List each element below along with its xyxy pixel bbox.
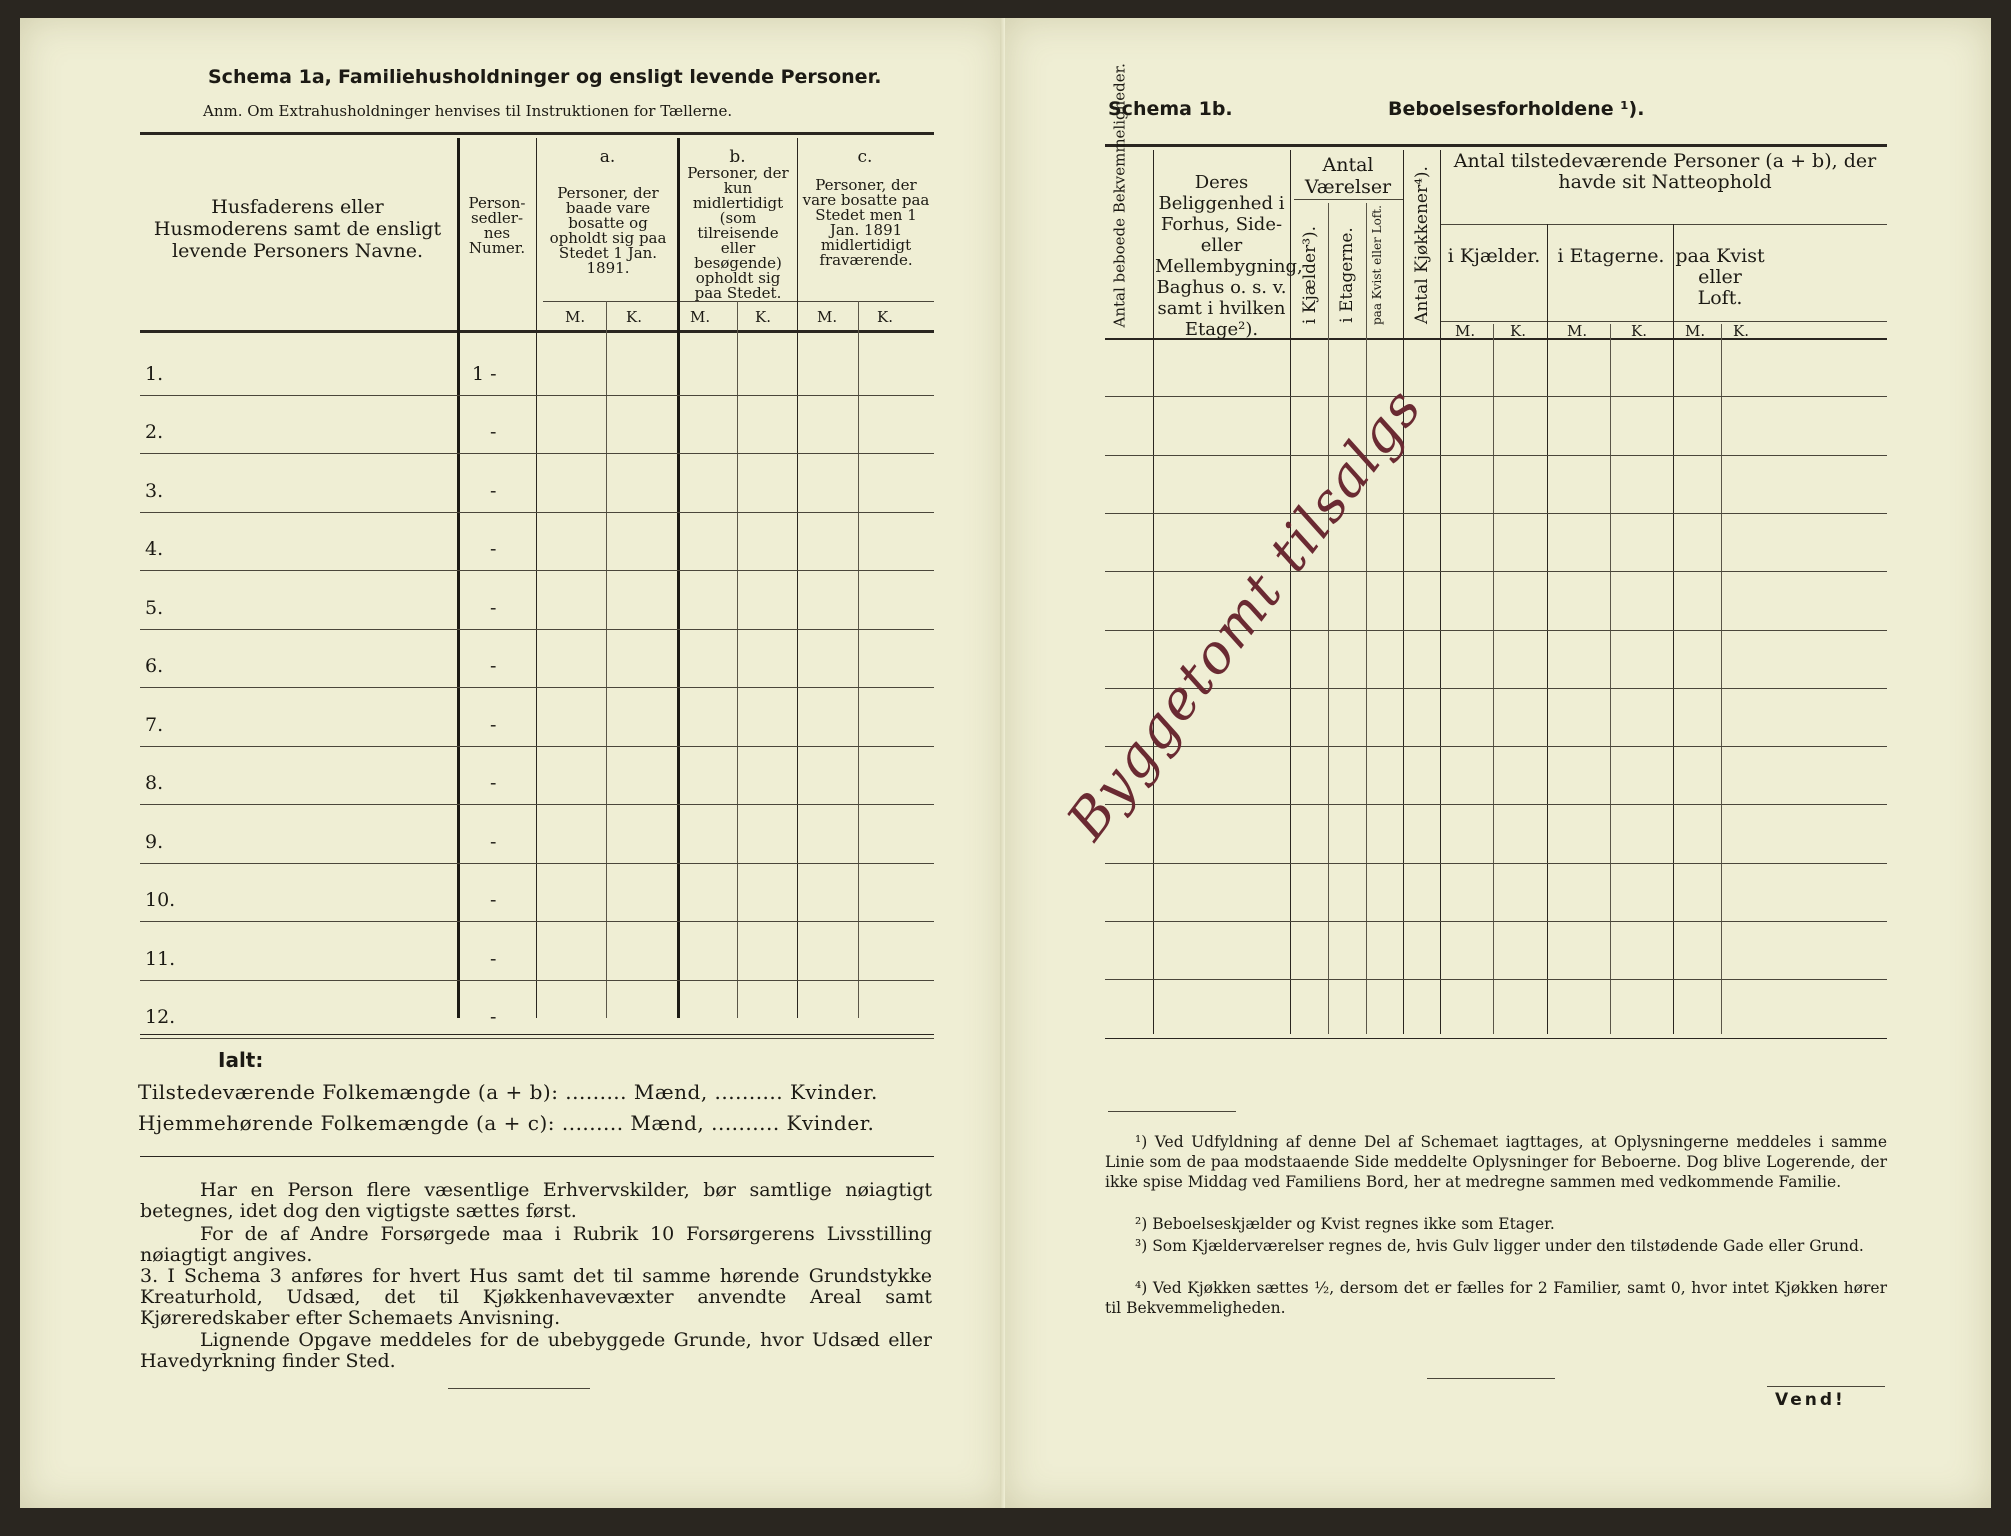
r-kjaelder-k: K. [1510,322,1526,340]
r-tilstede-rule [1440,224,1887,225]
col-b-letter: b. [729,147,746,167]
r-col-divider-4 [1366,203,1367,1034]
r-col-beliggenhed: Deres Beliggenhed i Forhus, Side- eller Mellembygning, Baghus o. s. v. samt i hvilken Etage²). [1155,172,1303,340]
r-col-divider-1 [1153,150,1154,1034]
r-sub-kjaelder: i Kjælder. [1447,245,1541,267]
right-page [1005,18,1991,1508]
vend-label: Vend! [1775,1390,1846,1410]
row-rule [140,804,934,805]
col-c-k: K. [877,308,893,326]
r-col-divider-11 [1721,324,1722,1034]
r-col-divider-3 [1328,203,1329,1034]
r-col-tilstede: Antal tilstedeværende Personer (a + b), der havde sit Natteophold [1453,150,1877,193]
row-rule [140,863,934,864]
row-number: 2. [145,421,164,443]
row-person-num: - [490,889,497,911]
row-person-num: 1 - [472,362,497,385]
col-divider-c-mk [858,301,859,1018]
r-kjaelder-m: M. [1455,322,1476,340]
r-mk-rule [1440,321,1887,322]
row-rule [140,512,934,513]
instruction-para-3: 3. I Schema 3 anføres for hvert Hus samt det til samme hørende Grundstykke Kreaturhold, Udsæd, det til Kjøkkenhavevæxter anvendte Areal samt Kjøreredskaber efter Schemaets Anvisning. [140,1265,932,1329]
row-person-num: - [490,830,497,853]
r-row-rule [1105,455,1887,456]
r-row-rule [1105,921,1887,922]
r-antal-vaer-rule [1294,199,1404,200]
row-rule [140,629,934,630]
col-divider-b [797,138,798,1018]
schema-1a-title: Familiehusholdninger og ensligt levende Personer. [338,66,882,88]
col-a-m: M. [565,308,586,326]
instruction-para-2: For de af Andre Forsørgede maa i Rubrik 10 Forsørgerens Livsstilling nøiagtigt angives. [140,1223,932,1266]
r-col-divider-7 [1493,324,1494,1034]
col-divider-a-mk [606,301,607,1018]
instruction-para-4: Lignende Opgave meddeles for de ubebyggede Grunde, hvor Udsæd eller Havedyrkning finder Sted. [140,1329,932,1372]
footnote-2: ²) Beboelseskjælder og Kvist regnes ikke som Etager. [1135,1215,1555,1233]
row-person-num: - [490,947,497,970]
r-row-rule [1105,979,1887,980]
row-number: 7. [145,713,164,736]
row-person-num: - [490,538,497,560]
footnote-4: ⁴) Ved Kjøkken sættes ½, dersom det er fælles for 2 Familier, samt 0, hvor intet Kjøkken hører til Bekvemmeligheden. [1105,1279,1887,1317]
row-person-num: - [490,655,497,677]
tilstede-line: Tilstedeværende Folkemængde (a + b): ......... Mænd, .......... Kvinder. [138,1080,878,1104]
r-etagerne-m: M. [1567,322,1588,340]
col-a-k: K. [626,308,642,326]
r-kvist-m: M. [1685,322,1706,340]
row-number: 9. [145,830,164,853]
row-rule [140,453,934,454]
anm-note: Anm. Om Extrahusholdninger henvises til Instruktionen for Tællerne. [203,102,733,120]
r-etagerne-k: K. [1631,322,1647,340]
row-number: 10. [145,889,176,911]
handwritten-annotation: Byggetomt tilsalgs [1054,376,1435,851]
r-row-rule [1105,571,1887,572]
schema-1a-label: Schema 1a, [208,66,332,88]
r-col-kjokkener: Antal Kjøkkener⁴). [1412,166,1432,324]
row-number: 1. [145,362,164,385]
row-number: 3. [145,479,164,502]
row-number: 6. [145,655,164,677]
instruction-para-1: Har en Person flere væsentlige Erhvervskilder, bør samtlige nøiagtigt betegnes, idet dog den vigtigste sættes først. [140,1179,932,1222]
row-number: 11. [145,947,176,970]
row-person-num: - [490,479,497,502]
header-bottom-rule [140,330,934,333]
col-c-letter: c. [857,147,873,167]
left-page [20,18,1005,1508]
r-col-divider-5 [1403,150,1404,1034]
col-a-letter: a. [599,147,616,167]
schema-1b-label: Schema 1b. [1108,98,1233,120]
row-person-num: - [490,596,497,619]
r-sub-kvist: paa Kvist eller Loft. [1675,245,1765,309]
col-divider-b-mk [737,301,738,1018]
row-rule [140,1038,934,1039]
col-divider-names [457,138,460,1018]
col-b-m: M. [690,308,711,326]
row-rule [140,980,934,981]
col-c-m: M. [817,308,838,326]
r-col-divider-6 [1440,150,1441,1034]
r-col-kjaelder: i Kjælder³). [1300,225,1320,325]
r-row-rule [1105,804,1887,805]
row-person-num: - [490,772,497,794]
row-rule [140,746,934,747]
row-number: 4. [145,538,164,560]
ialt-label: Ialt: [218,1048,264,1072]
row-person-num: - [490,713,497,736]
col-b-k: K. [755,308,771,326]
col-header-names: Husfaderens eller Husmoderens samt de ensligt levende Personers Navne. [153,196,442,262]
col-b-header: Personer, der kun midlertidigt (som tilreisende eller besøgende) opholdt sig paa Stedet. [687,164,789,302]
r-header-top-rule [1105,144,1887,147]
summary-rule [140,1156,934,1157]
r-col-kvist: paa Kvist eller Loft. [1370,205,1384,325]
row-rule [140,570,934,571]
row-rule [140,395,934,396]
header-top-rule [140,132,934,135]
schema-1b-title: Beboelsesforholdene ¹). [1388,98,1645,120]
row-person-num: - [490,421,497,443]
r-row-rule [1105,863,1887,864]
col-header-person-num: Person-sedler-nes Numer. [468,194,526,257]
r-sub-etagerne: i Etagerne. [1557,245,1665,267]
row-person-num: - [490,1006,497,1028]
footnote-1: ¹) Ved Udfyldning af denne Del af Schemaet iagttages, at Oplysningerne meddeles i samme Linie som de paa modstaaende Side meddelte Oplysninger for Beboerne. Dog blive Logerende, der ikke spise Middag ved Familiens Bord, her at medregne sammen med vedkommende Familie. [1105,1133,1887,1191]
hjemme-line: Hjemmehørende Folkemængde (a + c): ......... Mænd, .......... Kvinder. [138,1111,875,1135]
end-rule [448,1388,590,1389]
r-end-rule [1427,1378,1555,1379]
row-number: 5. [145,596,164,619]
r-kvist-k: K. [1733,322,1749,340]
r-footnote-rule [1108,1111,1236,1112]
row-rule [140,921,934,922]
r-table-bottom-rule [1105,1038,1887,1039]
table-bottom-rule [140,1034,934,1035]
vend-rule [1767,1386,1885,1387]
r-col-etagerne: i Etagerne. [1337,227,1357,323]
r-row-rule [1105,396,1887,397]
row-number: 12. [145,1006,176,1028]
footnote-3: ³) Som Kjælderværelser regnes de, hvis Gulv ligger under den tilstødende Gade eller Grund. [1135,1237,1864,1255]
row-rule [140,687,934,688]
col-divider-num [536,138,537,1018]
r-col-antal-vaer: Antal Værelser [1304,154,1392,198]
r-row-rule [1105,513,1887,514]
col-a-header: Personer, der baade vare bosatte og opholdt sig paa Stedet 1 Jan. 1891. [549,184,667,277]
r-row-rule [1105,746,1887,747]
r-col-divider-9 [1610,324,1611,1034]
col-c-header: Personer, der vare bosatte paa Stedet men 1 Jan. 1891 midlertidigt fraværende. [802,176,930,269]
r-col-antal-bekv: Antal beboede Bekvemmeligheder. [1110,63,1129,328]
col-divider-a [677,138,680,1018]
row-number: 8. [145,772,164,794]
